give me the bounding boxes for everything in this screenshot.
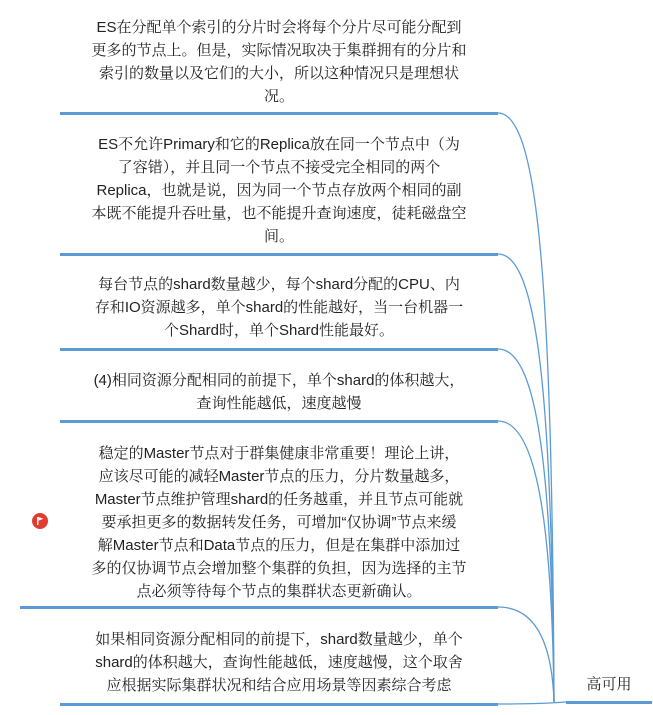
topic-underline: [60, 253, 498, 256]
topic-text-line: Replica，也就是说，因为同一个节点存放两个相同的副: [96, 182, 462, 199]
topic-underline: [60, 420, 498, 423]
topic-text-line: 每台节点的shard数量越少，每个shard分配的CPU、内: [98, 276, 460, 293]
topic-text-line: 稳定的Master节点对于群集健康非常重要！理论上讲，: [98, 445, 460, 462]
topic-node-1[interactable]: [60, 16, 498, 108]
topic-text-line: 查询性能越低，速度越慢: [196, 395, 362, 412]
topic-text-line: 更多的节点上。但是，实际情况取决于集群拥有的分片和: [91, 42, 467, 59]
topic-node-5[interactable]: [60, 442, 498, 603]
topic-text-line: ES在分配单个索引的分片时会将每个分片尽可能分配到: [96, 19, 462, 36]
topic-text-line: 要承担更多的数据转发任务，可增加“仅协调”节点来缓: [101, 514, 457, 531]
connector-node-5: [498, 607, 554, 702]
topic-node-6[interactable]: [60, 628, 498, 697]
topic-text-line: (4)相同资源分配相同的前提下，单个shard的体积越大，: [93, 372, 465, 389]
topic-text-line: 索引的数量以及它们的大小，所以这种情况只是理想状: [98, 65, 459, 82]
topic-text-line: ES不允许Primary和它的Replica放在同一个节点中（为: [98, 136, 460, 153]
red-flag-icon[interactable]: [32, 513, 48, 529]
topic-underline: [60, 348, 498, 351]
connector-node-1: [498, 113, 554, 702]
root-underline: [566, 701, 652, 704]
topic-node-4[interactable]: [60, 369, 498, 415]
topic-text-line: 本既不能提升吞吐量，也不能提升查询速度，徒耗磁盘空: [91, 205, 467, 222]
connector-node-3: [498, 349, 554, 702]
topic-text-line: 多的仅协调节点会增加整个集群的负担，因为选择的主节: [91, 560, 467, 577]
topic-text-line: 应根据实际集群状况和结合应用场景等因素综合考虑: [106, 677, 452, 694]
topic-node-2[interactable]: [60, 133, 498, 248]
topic-node-3[interactable]: [60, 273, 498, 342]
root-topic[interactable]: [566, 673, 652, 696]
topic-text-line: Master节点维护管理shard的任务越重，并且节点可能就: [94, 491, 464, 508]
topic-underline: [60, 703, 498, 706]
root-topic-label: 高可用: [586, 676, 632, 693]
connector-node-6: [498, 702, 566, 704]
topic-text-line: 了容错），并且同一个节点不接受完全相同的两个: [117, 159, 441, 176]
topic-underline: [60, 112, 498, 115]
topic-text-line: shard的体积越大，查询性能越低，速度越慢，这个取舍: [95, 654, 463, 671]
topic-text-line: 点必须等待每个节点的集群状态更新确认。: [136, 583, 422, 600]
topic-text-line: 解Master节点和Data节点的压力，但是在集群中添加过: [97, 537, 461, 554]
topic-text-line: 个Shard时，单个Shard性能最好。: [163, 322, 395, 339]
topic-text-line: 况。: [263, 88, 294, 105]
topic-text-line: 应该尽可能的减轻Master节点的压力，分片数量越多，: [98, 468, 460, 485]
topic-text-line: 间。: [263, 228, 294, 245]
topic-text-line: 存和IO资源越多，单个shard的性能越好，当一台机器一: [94, 299, 464, 316]
topic-text-line: 如果相同资源分配相同的前提下，shard数量越少，单个: [95, 631, 463, 648]
topic-underline: [20, 606, 498, 609]
connector-node-4: [498, 421, 554, 702]
